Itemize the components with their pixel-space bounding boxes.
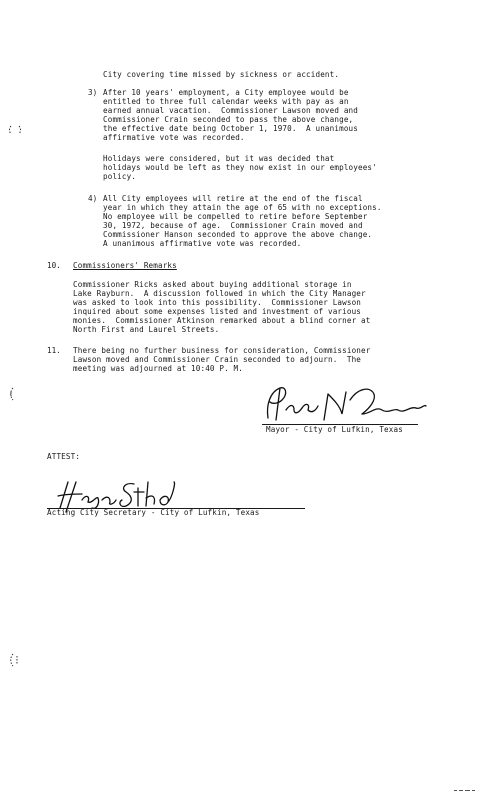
section10-line-5: monies. Commissioner Atkinson remarked about a blind corner at xyxy=(73,316,371,325)
item4-number: 4) xyxy=(88,194,98,203)
item3-line-3: earned annual vacation. Commissioner Lawson moved and xyxy=(103,106,358,115)
section10-number: 10. xyxy=(47,261,61,270)
item3-number: 3) xyxy=(88,88,98,97)
section10-line-4: inquired about some expenses listed and investment of various xyxy=(73,307,362,316)
scan-speck-mark xyxy=(454,788,478,794)
item4-line-1: All City employees will retire at the end of the fiscal xyxy=(103,194,363,203)
section11-number: 11. xyxy=(47,346,61,355)
binder-hole-mark-middle xyxy=(8,386,22,402)
mayor-signature xyxy=(258,380,428,425)
section10-line-2: Lake Rayburn. A discussion followed in which the City Manager xyxy=(73,289,366,298)
holiday-line-1: Holidays were considered, but it was decided that xyxy=(103,154,335,163)
item3-line-1: After 10 years' employment, a City employee would be xyxy=(103,88,349,97)
section10-line-6: North First and Laurel Streets. xyxy=(73,325,220,334)
holiday-line-3: policy. xyxy=(103,172,137,181)
section11-line-2: Lawson moved and Commissioner Crain seconded to adjourn. The xyxy=(73,355,362,364)
section10-heading: Commissioners' Remarks xyxy=(73,261,177,270)
holiday-line-2: holidays would be left as they now exist in our employees' xyxy=(103,163,377,172)
item3-line-6: affirmative vote was recorded. xyxy=(103,133,245,142)
item4-line-5: Commissioner Hanson seconded to approve the above change. xyxy=(103,230,373,239)
mayor-title: Mayor - City of Lufkin, Texas xyxy=(266,425,403,434)
item4-line-6: A unanimous affirmative vote was recorded. xyxy=(103,239,302,248)
item4-line-4: 30, 1972, because of age. Commissioner Crain moved and xyxy=(103,221,363,230)
item4-line-3: No employee will be compelled to retire before September xyxy=(103,212,368,221)
section11-line-3: meeting was adjourned at 10:40 P. M. xyxy=(73,364,243,373)
section10-line-3: was asked to look into this possibility. Commissioner Lawson xyxy=(73,298,362,307)
binder-hole-mark-bottom xyxy=(8,652,22,668)
item3-line-4: Commissioner Crain seconded to pass the above change, xyxy=(103,115,354,124)
section11-line-1: There being no further business for consideration, Commissioner xyxy=(73,346,371,355)
secretary-title: Acting City Secretary - City of Lufkin, Texas xyxy=(47,508,260,517)
item4-line-2: year in which they attain the age of 65 with no exceptions. xyxy=(103,203,382,212)
item3-line-2: entitled to three full calendar weeks with pay as an xyxy=(103,97,349,106)
item3-line-5: the effective date being October 1, 1970. A unanimous xyxy=(103,124,358,133)
attest-label: ATTEST: xyxy=(47,452,81,461)
item3-continuation: City covering time missed by sickness or accident. xyxy=(103,70,340,79)
binder-hole-mark-top xyxy=(8,124,22,136)
section10-line-1: Commissioner Ricks asked about buying additional storage in xyxy=(73,280,352,289)
